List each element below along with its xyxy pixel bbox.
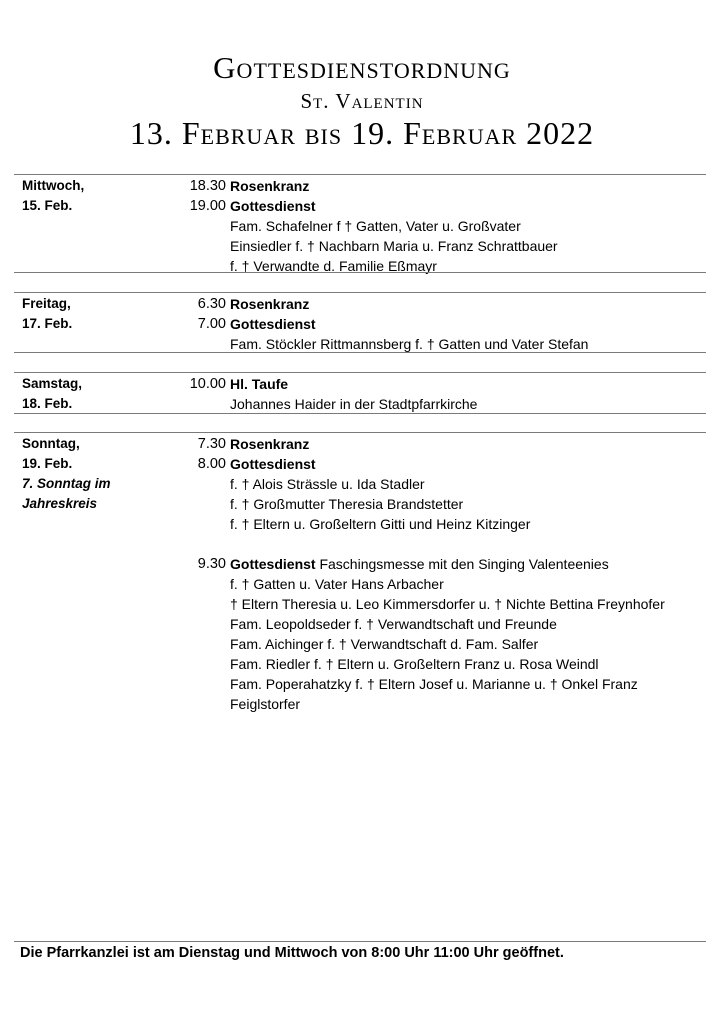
intention-line (22, 256, 712, 276)
service-text (230, 314, 316, 334)
day-block-freitag (22, 294, 712, 354)
intention-line (22, 334, 712, 354)
service-time: 10.00 (189, 376, 226, 392)
service-time: 8.00 (197, 456, 226, 472)
intention-text: Fam. Schafelner f † Gatten, Vater u. Großvater (230, 218, 521, 234)
divider (14, 272, 706, 273)
intention-text: f. † Verwandte d. Familie Eßmayr (230, 258, 437, 274)
service-text (230, 294, 309, 314)
parish-name: St. Valentin (300, 89, 424, 113)
day-block-sonntag (22, 434, 712, 714)
service-time: 7.30 (197, 436, 226, 452)
intention-line (22, 236, 712, 256)
liturgical-day: 7. Sonntag im (22, 476, 111, 491)
schedule-line (22, 554, 712, 574)
intention-text: Fam. Stöckler Rittmannsberg f. † Gatten und Vater Stefan (230, 336, 589, 352)
intention-line (22, 514, 712, 534)
service-name: Gottesdienst (230, 556, 316, 572)
intention-text: Fam. Poperahatzky f. † Eltern Josef u. Marianne u. † Onkel Franz (230, 676, 638, 692)
intention-text: f. † Alois Strässle u. Ida Stadler (230, 476, 425, 492)
service-name: Rosenkranz (230, 296, 310, 312)
service-text (230, 374, 288, 394)
day-date: 19. Feb. (22, 456, 73, 471)
service-text (230, 176, 309, 196)
schedule-line (22, 314, 712, 334)
intention-text: † Eltern Theresia u. Leo Kimmersdorfer u. † Nichte Bettina Freynhofer (230, 596, 665, 612)
divider (14, 941, 706, 942)
service-time: 19.00 (189, 198, 226, 214)
intention-line (22, 674, 712, 694)
intention-line (22, 474, 712, 494)
day-label: Mittwoch, (22, 178, 85, 193)
intention-line (22, 614, 712, 634)
date-range: 13. Februar bis 19. Februar 2022 (129, 115, 595, 151)
service-time: 18.30 (189, 178, 226, 194)
divider (14, 352, 706, 353)
schedule-line (22, 374, 712, 394)
intention-text: Fam. Riedler f. † Eltern u. Großeltern Franz u. Rosa Weindl (230, 656, 599, 672)
intention-line (22, 654, 712, 674)
intention-line (22, 594, 712, 614)
schedule-line (22, 176, 712, 196)
day-label: Sonntag, (22, 436, 80, 451)
service-name: Rosenkranz (230, 436, 310, 452)
schedule-line (22, 294, 712, 314)
page-title: Gottesdienstordnung (213, 50, 511, 85)
service-name: Gottesdienst (230, 198, 316, 214)
service-name: Rosenkranz (230, 178, 310, 194)
intention-text: f. † Gatten u. Vater Hans Arbacher (230, 576, 444, 592)
day-label: Freitag, (22, 296, 71, 311)
day-block-mittwoch (22, 176, 712, 276)
intention-text: f. † Eltern u. Großeltern Gitti und Heinz Kitzinger (230, 516, 531, 532)
intention-line (22, 694, 712, 714)
service-text (230, 554, 609, 574)
divider (14, 174, 706, 175)
service-time: 6.30 (197, 296, 226, 312)
divider (14, 413, 706, 414)
intention-text: Fam. Aichinger f. † Verwandtschaft d. Fam. Salfer (230, 636, 539, 652)
service-text (230, 454, 316, 474)
service-note: Faschingsmesse mit den Singing Valenteenies (315, 556, 609, 572)
intention-line (22, 216, 712, 236)
service-text (230, 434, 309, 454)
divider (14, 292, 706, 293)
service-time: 9.30 (197, 556, 226, 572)
day-date: 17. Feb. (22, 316, 73, 331)
intention-text: Johannes Haider in der Stadtpfarrkirche (230, 396, 478, 412)
day-block-samstag (22, 374, 712, 414)
schedule-line (22, 196, 712, 216)
day-date: 15. Feb. (22, 198, 73, 213)
intention-text: Fam. Leopoldseder f. † Verwandtschaft und Freunde (230, 616, 557, 632)
blank-line (22, 534, 712, 554)
service-name: Gottesdienst (230, 316, 316, 332)
service-text (230, 196, 316, 216)
schedule-line (22, 434, 712, 454)
day-label: Samstag, (22, 376, 83, 391)
intention-line (22, 494, 712, 514)
liturgical-day: Jahreskreis (22, 496, 98, 511)
intention-line (22, 634, 712, 654)
divider (14, 372, 706, 373)
divider (14, 432, 706, 433)
office-hours-notice: Die Pfarrkanzlei ist am Dienstag und Mittwoch von 8:00 Uhr 11:00 Uhr geöffnet. (20, 945, 564, 961)
service-name: Hl. Taufe (230, 376, 289, 392)
intention-text: Feiglstorfer (230, 696, 301, 712)
day-date: 18. Feb. (22, 396, 73, 411)
schedule-line (22, 454, 712, 474)
intention-text: f. † Großmutter Theresia Brandstetter (230, 496, 464, 512)
service-time: 7.00 (197, 316, 226, 332)
service-name: Gottesdienst (230, 456, 316, 472)
intention-line (22, 574, 712, 594)
schedule-line (22, 394, 712, 414)
intention-text: Einsiedler f. † Nachbarn Maria u. Franz Schrattbauer (230, 238, 558, 254)
